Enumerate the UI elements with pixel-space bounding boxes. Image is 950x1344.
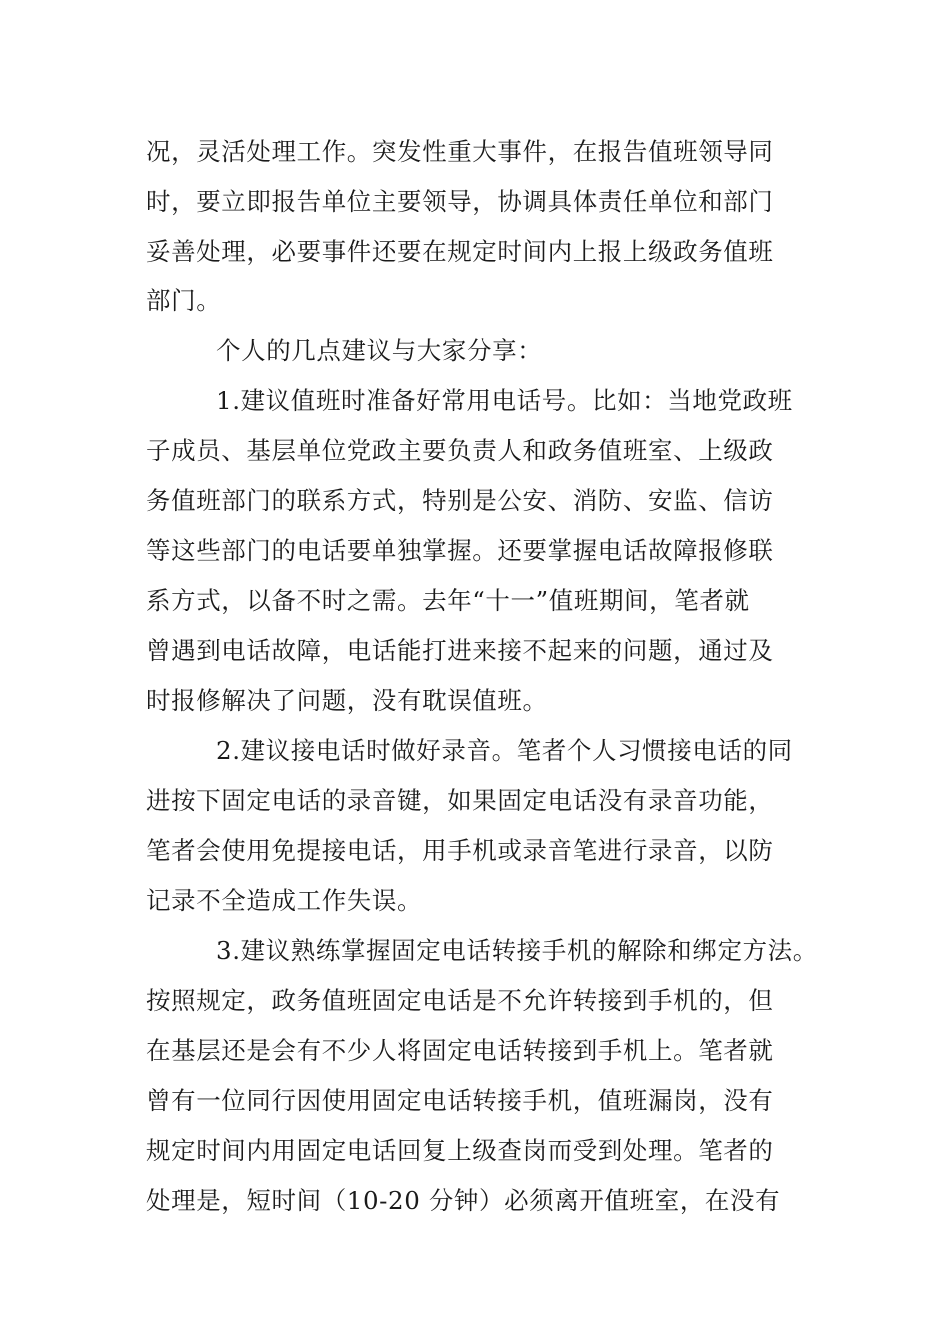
text-line: 曾遇到电话故障，电话能打进来接不起来的问题，通过及	[146, 636, 774, 665]
text-line: 妥善处理，必要事件还要在规定时间内上报上级政务值班	[146, 237, 774, 266]
text-line: 处理是，短时间（10-20 分钟）必须离开值班室，在没有	[146, 1186, 781, 1215]
text-line: 按照规定，政务值班固定电话是不允许转接到手机的，但	[146, 986, 774, 1015]
text-line: 等这些部门的电话要单独掌握。还要掌握电话故障报修联	[146, 536, 774, 565]
text-line: 笔者会使用免提接电话，用手机或录音笔进行录音，以防	[146, 836, 774, 865]
text-line: 个人的几点建议与大家分享：	[216, 336, 543, 365]
text-line: 系方式，以备不时之需。去年“十一”值班期间，笔者就	[146, 586, 750, 615]
text-line: 规定时间内用固定电话回复上级查岗而受到处理。笔者的	[146, 1136, 774, 1165]
text-line: 2.建议接电话时做好录音。笔者个人习惯接电话的同	[216, 736, 793, 765]
text-line: 在基层还是会有不少人将固定电话转接到手机上。笔者就	[146, 1036, 774, 1065]
text-line: 3.建议熟练掌握固定电话转接手机的解除和绑定方法。	[216, 936, 818, 965]
text-line: 务值班部门的联系方式，特别是公安、消防、安监、信访	[146, 486, 774, 515]
text-line: 部门。	[146, 286, 222, 315]
text-line: 时，要立即报告单位主要领导，协调具体责任单位和部门	[146, 187, 774, 216]
text-line: 子成员、基层单位党政主要负责人和政务值班室、上级政	[146, 436, 774, 465]
text-line: 记录不全造成工作失误。	[146, 886, 423, 915]
text-line: 1.建议值班时准备好常用电话号。比如：当地党政班	[216, 386, 793, 415]
text-line: 进按下固定电话的录音键，如果固定电话没有录音功能，	[146, 786, 774, 815]
text-line: 时报修解决了问题，没有耽误值班。	[146, 686, 548, 715]
text-line: 曾有一位同行因使用固定电话转接手机，值班漏岗，没有	[146, 1086, 774, 1115]
text-line: 况，灵活处理工作。突发性重大事件，在报告值班领导同	[146, 137, 774, 166]
